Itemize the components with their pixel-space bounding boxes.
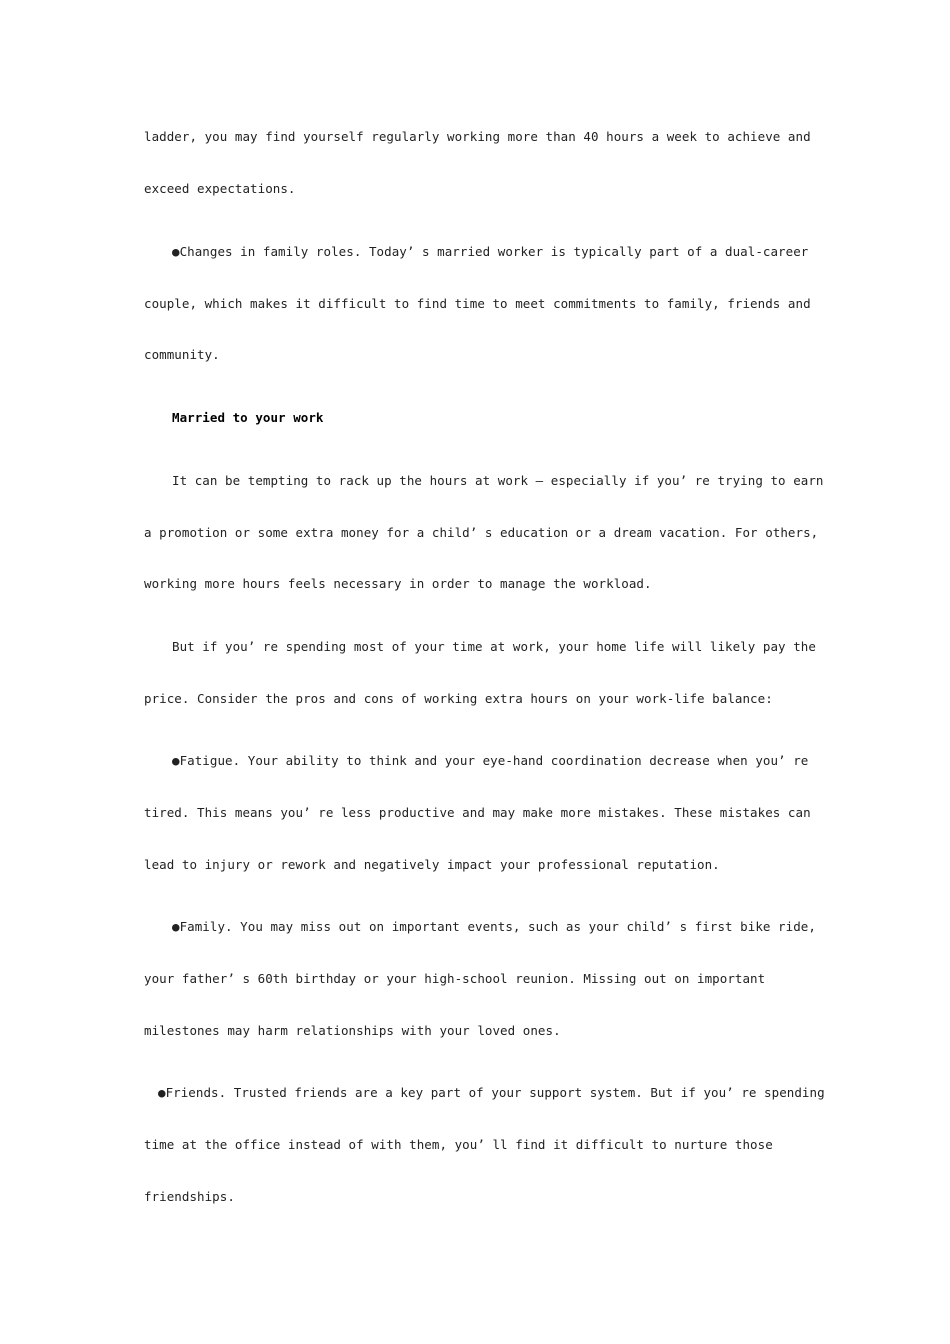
section-heading: Married to your work [172,410,324,425]
paragraph-line: time at the office instead of with them, you’ ll find it difficult to nurture those [144,1137,773,1152]
bullet-family: ●Family. You may miss out on important events, such as your child’ s first bike ride, [172,919,816,934]
paragraph-line: couple, which makes it difficult to find time to meet commitments to family, friends and [144,296,811,311]
paragraph-line: working more hours feels necessary in order to manage the workload. [144,576,652,591]
paragraph-line: But if you’ re spending most of your time at work, your home life will likely pay the [172,639,816,654]
paragraph-line: friendships. [144,1189,235,1204]
paragraph-line: lead to injury or rework and negatively impact your professional reputation. [144,857,720,872]
paragraph-line: community. [144,347,220,362]
paragraph-line: a promotion or some extra money for a child’ s education or a dream vacation. For others, [144,525,819,540]
paragraph-line: milestones may harm relationships with your loved ones. [144,1023,561,1038]
paragraph-line: exceed expectations. [144,181,296,196]
paragraph-line: It can be tempting to rack up the hours at work — especially if you’ re trying to earn [172,473,824,488]
bullet-fatigue: ●Fatigue. Your ability to think and your eye-hand coordination decrease when you’ re [172,753,809,768]
paragraph-line: ladder, you may find yourself regularly working more than 40 hours a week to achieve and [144,129,811,144]
bullet-friends: ●Friends. Trusted friends are a key part of your support system. But if you’ re spending [158,1085,825,1100]
paragraph-line: your father’ s 60th birthday or your high-school reunion. Missing out on important [144,971,766,986]
paragraph-line: price. Consider the pros and cons of working extra hours on your work-life balance: [144,691,773,706]
bullet-changes-in-family-roles: ●Changes in family roles. Today’ s married worker is typically part of a dual-career [172,244,809,259]
paragraph-line: tired. This means you’ re less productive and may make more mistakes. These mistakes can [144,805,811,820]
